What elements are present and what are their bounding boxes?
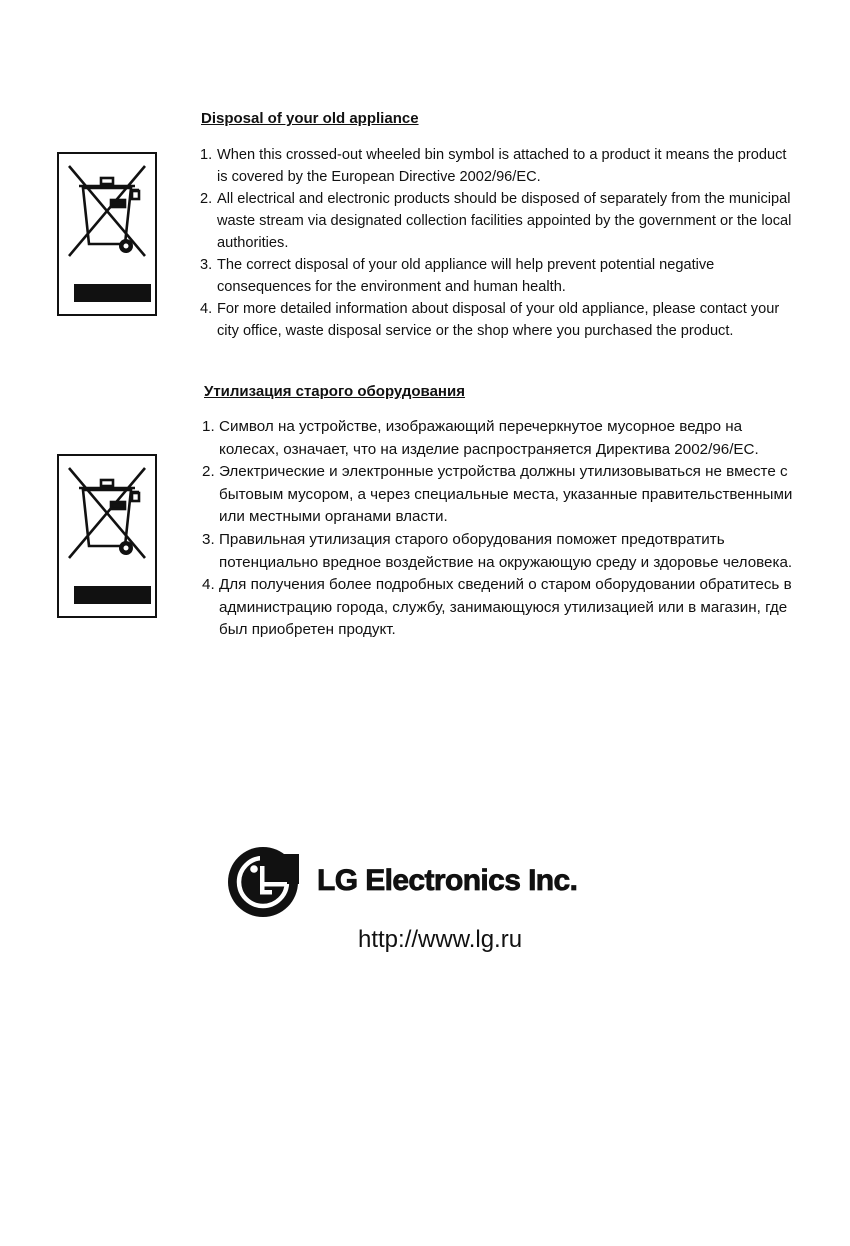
list-item: 4. For more detailed information about disposal of your old appliance, please contact your city office, waste disposal service or the shop where you purchased the product. bbox=[200, 301, 780, 339]
lg-logo-icon bbox=[227, 846, 299, 918]
list-item: 1. Символ на устройстве, изображающий перечеркнутое мусорное ведро на колесах, означает, что на изделие распространяется Директива 2002/96/EC. bbox=[202, 418, 759, 458]
list-item: 3. The correct disposal of your old appliance will help prevent potential negative consequences for the environment and human health. bbox=[200, 257, 715, 295]
list-item: 2. All electrical and electronic products should be disposed of separately from the municipal waste stream via designated collection facilities appointed by the government or the local authorities. bbox=[200, 191, 792, 251]
list-item: 1. When this crossed-out wheeled bin symbol is attached to a product it means the product is covered by the European Directive 2002/96/EC. bbox=[200, 147, 787, 185]
english-heading: Disposal of your old appliance bbox=[201, 110, 419, 127]
list-item: 3. Правильная утилизация старого оборудования поможет предотвратить потенциально вредное воздействие на окружающую среду и здоровье человека. bbox=[202, 530, 793, 571]
crossed-out-wheeled-bin-icon bbox=[57, 152, 157, 316]
website-url: http://www.lg.ru bbox=[358, 926, 523, 953]
list-item: 4. Для получения более подробных сведений о старом оборудовании обратитесь в администрацию города, службу, занимающуюся утилизацией или в магазин, где был приобретен продукт. bbox=[202, 576, 792, 639]
list-item: 2. Электрические и электронные устройства должны утилизовываться не вместе с бытовым мусором, а через специальные места, указанные правительственными или местными органами власти. bbox=[202, 463, 793, 526]
crossed-out-wheeled-bin-icon bbox=[57, 454, 157, 618]
russian-heading: Утилизация старого оборудования bbox=[204, 383, 465, 400]
company-name: LG Electronics Inc. bbox=[317, 864, 578, 897]
